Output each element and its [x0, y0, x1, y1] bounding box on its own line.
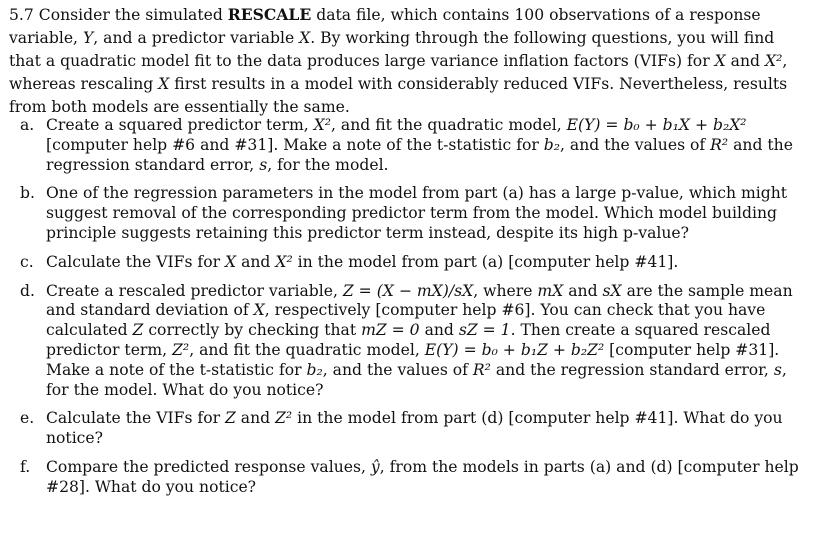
- math-y: Y: [82, 29, 94, 47]
- math-x: X: [225, 252, 237, 271]
- math-x: X: [714, 52, 726, 70]
- math-r-squared: R²: [710, 135, 729, 154]
- part-f: [20, 458, 810, 498]
- part-text: are the sample mean and standard deviation of: [46, 281, 793, 320]
- math-z: Z: [132, 321, 144, 340]
- intro-text-0: Consider the simulated: [38, 6, 228, 24]
- intro-text-8: and: [725, 52, 765, 70]
- part-text: in the model from part (a) [computer help #41].: [292, 252, 679, 271]
- part-text: in the model from part (d) [computer help #41]. What do you notice?: [46, 409, 783, 448]
- math-x-squared: X²: [313, 116, 332, 134]
- part-text: Create a squared predictor term,: [46, 116, 314, 134]
- math-sx: sX: [602, 281, 622, 300]
- part-text: , where: [473, 281, 538, 300]
- math-x: X: [299, 29, 311, 47]
- math-z: Z: [225, 409, 236, 428]
- math-r-squared: R²: [472, 360, 491, 379]
- part-text: Create a rescaled predictor variable,: [46, 281, 343, 300]
- part-text: , and fit the quadratic model,: [189, 340, 425, 359]
- math-z-definition: Z = (X − mX)/sX: [342, 281, 474, 300]
- part-text: , from the models in parts (a) and (d) [computer help #28]. What do you notice?: [46, 457, 799, 496]
- exercise-parts-list: [20, 116, 810, 507]
- part-text: . Then create a squared rescaled predictor term,: [46, 321, 771, 359]
- part-text: One of the regression parameters in the model from part (a) has a large p-value, which might suggest removal of the corresponding predictor term from the model. Which model building principle suggests retaining this predictor term instead, despite its high p-value?: [46, 184, 788, 242]
- part-label: c.: [20, 252, 34, 271]
- part-c: [20, 253, 810, 273]
- exercise-number: 5.7: [9, 6, 34, 24]
- part-text: and: [419, 321, 459, 340]
- math-x-squared: X²: [275, 252, 293, 271]
- part-text: [computer help #31]. Make a note of the t-statistic for: [46, 340, 780, 379]
- dataset-name: RESCALE: [227, 5, 312, 24]
- part-text: and the regression standard error,: [490, 360, 774, 379]
- part-text: , for the model.: [267, 155, 389, 174]
- math-s: s: [773, 360, 782, 379]
- part-text: [computer help #6 and #31]. Make a note of the t-statistic for: [46, 135, 544, 154]
- part-label: e.: [20, 409, 35, 428]
- math-z-squared: Z²: [172, 340, 190, 359]
- part-text: , and fit the quadratic model,: [331, 116, 567, 134]
- part-b: [20, 184, 810, 243]
- math-x: X: [253, 301, 265, 320]
- part-text: , respectively [computer help #6]. You can check that you have calculated: [46, 301, 766, 340]
- math-b2: b₂: [306, 360, 323, 379]
- intro-text-4: , and a predictor variable: [93, 29, 300, 47]
- part-text: correctly by checking that: [143, 321, 362, 340]
- math-b2: b₂: [543, 135, 561, 154]
- math-model-equation: E(Y) = b₀ + b₁Z + b₂Z²: [424, 340, 605, 359]
- exercise-intro: [9, 3, 809, 119]
- part-d: [20, 282, 810, 401]
- math-mx: mX: [537, 281, 564, 300]
- part-label: f.: [20, 457, 31, 476]
- part-text: Compare the predicted response values,: [46, 457, 371, 476]
- math-x: X: [158, 75, 170, 93]
- part-text: Calculate the VIFs for: [46, 252, 225, 271]
- math-model-equation: E(Y) = b₀ + b₁X + b₂X²: [566, 116, 747, 134]
- intro-text-6: . By working through the following questions, you will find that a quadratic model fit to the data produces large variance inflation factors (VIFs) for: [9, 29, 775, 70]
- math-y-hat: ŷ: [370, 457, 380, 476]
- math-s: s: [259, 155, 268, 174]
- math-x-squared: X²: [764, 52, 783, 70]
- part-text: and the regression standard error,: [46, 135, 793, 174]
- part-text: , and the values of: [322, 360, 473, 379]
- intro-text-10: , whereas rescaling: [9, 52, 788, 93]
- part-label: a.: [20, 116, 35, 134]
- intro-text-12: first results in a model with considerably reduced VIFs. Nevertheless, results from both models are essentially the same.: [9, 75, 788, 116]
- part-e: [20, 409, 810, 449]
- part-text: , for the model. What do you notice?: [46, 360, 787, 399]
- math-z-squared: Z²: [275, 409, 293, 428]
- math-mz: mZ = 0: [361, 321, 420, 340]
- math-sz: sZ = 1: [458, 321, 511, 340]
- part-text: Calculate the VIFs for: [46, 409, 225, 428]
- part-text: and: [236, 252, 276, 271]
- part-a: [20, 116, 810, 175]
- part-text: , and the values of: [560, 135, 711, 154]
- part-label: b.: [20, 184, 35, 203]
- part-text: and: [563, 281, 603, 300]
- part-text: and: [235, 409, 276, 428]
- part-label: d.: [20, 281, 35, 300]
- intro-text-2: data file, which contains 100 observations of a response variable,: [9, 6, 761, 47]
